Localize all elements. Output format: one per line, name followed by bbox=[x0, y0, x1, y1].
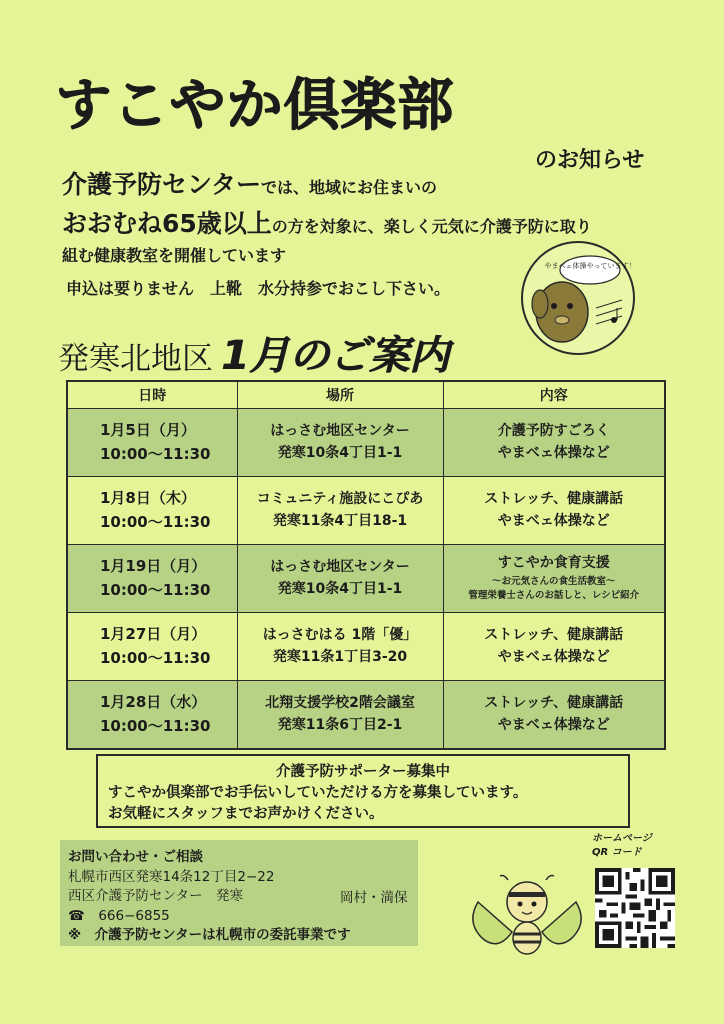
place-name: はっさむはる 1階「優」 bbox=[262, 626, 418, 643]
place-address: 発寒10条4丁目1-1 bbox=[277, 444, 403, 461]
place-address: 発寒11条6丁目2-1 bbox=[277, 716, 403, 733]
row-datetime bbox=[67, 613, 237, 681]
content-line: 介護予防すごろく bbox=[497, 422, 610, 439]
row-time: 10:00〜11:30 bbox=[100, 716, 211, 735]
content-line: すこやか食育支援 bbox=[497, 555, 610, 572]
contact-staff: 岡村・満保 bbox=[340, 890, 408, 906]
row-date: 1月19日（月） bbox=[100, 557, 207, 576]
row-datetime bbox=[67, 545, 237, 613]
contact-note: ※ 介護予防センターは札幌市の委託事業です bbox=[68, 927, 351, 944]
table-row bbox=[67, 545, 665, 613]
intro-line2-rest: の方を対象に、楽しく元気に介護予防に取り bbox=[271, 216, 592, 236]
header-datetime: 日時 bbox=[67, 381, 237, 409]
intro-center-name: 介護予防センター bbox=[62, 170, 262, 199]
supporter-line2: お気軽にスタッフまでお声かけください。 bbox=[108, 806, 384, 823]
table-header-row bbox=[67, 381, 665, 409]
intro-age-target: おおむね65歳以上 bbox=[62, 208, 272, 238]
row-time: 10:00〜11:30 bbox=[100, 512, 211, 531]
schedule-table bbox=[66, 380, 666, 750]
supporter-line1: すこやか倶楽部でお手伝いしていただける方を募集しています。 bbox=[108, 785, 528, 802]
intro-line1-rest: では、地域にお住まいの bbox=[261, 178, 438, 197]
content-subline: 管理栄養士さんのお話しと、レシピ紹介 bbox=[468, 590, 640, 602]
intro-line3: 組む健康教室を開催しています bbox=[62, 245, 287, 265]
place-address: 発寒11条1丁目3-20 bbox=[272, 648, 408, 665]
schedule-heading bbox=[58, 333, 449, 379]
flyer-title-suffix: のお知らせ bbox=[535, 148, 645, 173]
content-line: ストレッチ、健康講話 bbox=[484, 694, 624, 711]
row-datetime bbox=[67, 409, 237, 477]
row-place bbox=[237, 613, 443, 681]
content-line: ストレッチ、健康講話 bbox=[484, 490, 624, 507]
row-content bbox=[443, 545, 665, 613]
row-place bbox=[237, 545, 443, 613]
table-row bbox=[67, 477, 665, 545]
area-name: 発寒北地区 bbox=[58, 341, 213, 377]
supporter-recruit-box bbox=[96, 754, 630, 828]
qr-label-homepage: ホームページ bbox=[592, 833, 652, 844]
content-line: やまベェ体操など bbox=[497, 444, 610, 461]
place-name: はっさむ地区センター bbox=[270, 558, 410, 575]
row-time: 10:00〜11:30 bbox=[100, 580, 211, 599]
mascot-bubble-text: やまベェ体操やっています！ bbox=[544, 262, 636, 270]
table-row bbox=[67, 409, 665, 477]
row-date: 1月5日（月） bbox=[100, 421, 196, 440]
row-time: 10:00〜11:30 bbox=[100, 648, 211, 667]
qr-label-code: QR コード bbox=[592, 846, 642, 858]
row-date: 1月27日（月） bbox=[100, 625, 207, 644]
bee-mascot-icon bbox=[468, 872, 586, 958]
place-name: はっさむ地区センター bbox=[270, 422, 410, 439]
notice-text: 申込は要りません 上靴 水分持参でおこし下さい。 bbox=[66, 279, 451, 298]
flyer-title: すこやか倶楽部 bbox=[55, 73, 454, 138]
row-content bbox=[443, 613, 665, 681]
row-datetime bbox=[67, 477, 237, 545]
contact-address: 札幌市西区発寒14条12丁目2−22 bbox=[68, 868, 275, 885]
contact-phone-row bbox=[68, 907, 410, 927]
row-place bbox=[237, 409, 443, 477]
row-time: 10:00〜11:30 bbox=[100, 444, 211, 463]
place-name: コミュニティ施設にこぴあ bbox=[256, 490, 424, 507]
qr-code-icon bbox=[595, 868, 675, 948]
content-line: やまベェ体操など bbox=[497, 512, 610, 529]
table-row bbox=[67, 681, 665, 750]
row-content bbox=[443, 681, 665, 750]
header-place: 場所 bbox=[237, 381, 443, 409]
qr-label bbox=[592, 832, 652, 859]
content-line: やまベェ体操など bbox=[497, 648, 610, 665]
header-content: 内容 bbox=[443, 381, 665, 409]
contact-phone: 666−6855 bbox=[98, 907, 170, 924]
contact-org: 西区介護予防センター 発寒 bbox=[68, 888, 243, 905]
place-address: 発寒10条4丁目1-1 bbox=[277, 580, 403, 597]
table-row bbox=[67, 613, 665, 681]
supporter-title: 介護予防サポーター募集中 bbox=[276, 764, 450, 780]
phone-icon: ☎ bbox=[68, 907, 85, 924]
row-date: 1月8日（木） bbox=[100, 489, 196, 508]
place-name: 北翔支援学校2階会議室 bbox=[265, 694, 415, 711]
row-date: 1月28日（水） bbox=[100, 693, 207, 712]
row-content bbox=[443, 409, 665, 477]
row-place bbox=[237, 681, 443, 750]
row-content bbox=[443, 477, 665, 545]
mascot-exercise-icon bbox=[518, 238, 638, 358]
content-line: やまベェ体操など bbox=[497, 716, 610, 733]
place-address: 発寒11条4丁目18-1 bbox=[272, 512, 408, 529]
contact-title: お問い合わせ・ご相談 bbox=[68, 849, 203, 865]
row-datetime bbox=[67, 681, 237, 750]
row-place bbox=[237, 477, 443, 545]
month-guide: 1月のご案内 bbox=[221, 333, 449, 379]
content-line: ストレッチ、健康講話 bbox=[484, 626, 624, 643]
content-subline: 〜お元気さんの食生活教室〜 bbox=[491, 576, 616, 588]
